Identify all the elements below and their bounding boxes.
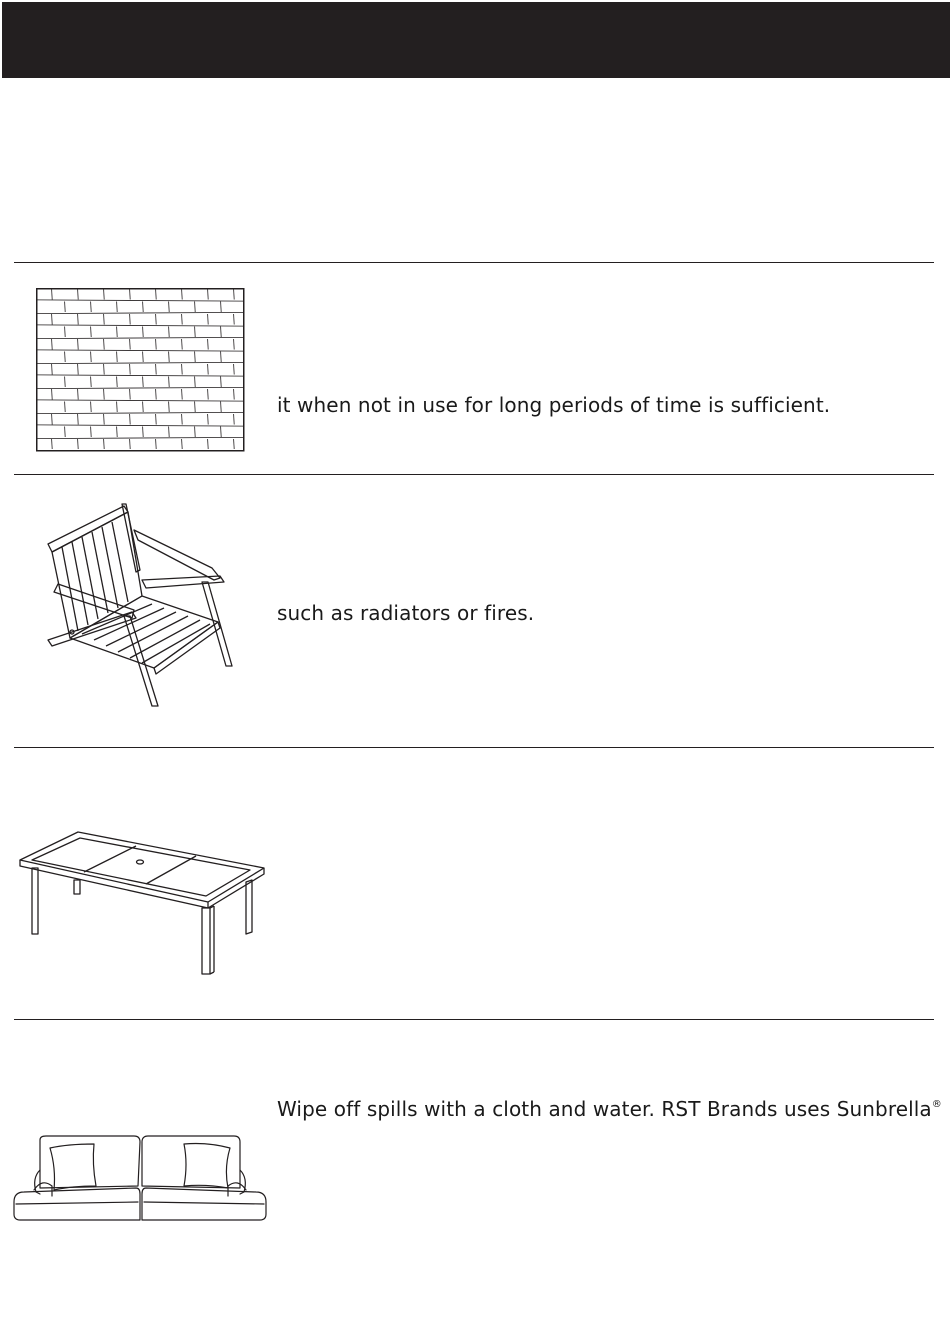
section-1-text: it when not in use for long periods of time is sufficient. <box>277 393 831 417</box>
brick-wall-illustration <box>36 288 246 453</box>
sofa-illustration <box>10 1130 270 1226</box>
section-divider <box>14 1019 934 1020</box>
dining-table-illustration <box>18 828 266 978</box>
header-bar <box>2 2 950 78</box>
section-4-text-body: Wipe off spills with a cloth and water. RST Brands uses Sunbrella <box>277 1097 932 1121</box>
section-divider <box>14 474 934 475</box>
section-divider <box>14 747 934 748</box>
wooden-lounge-chair-illustration <box>42 500 242 712</box>
registered-trademark: ® <box>931 1099 942 1110</box>
section-4-text <box>277 1097 942 1121</box>
section-divider <box>14 262 934 263</box>
section-2-text: such as radiators or fires. <box>277 601 535 625</box>
